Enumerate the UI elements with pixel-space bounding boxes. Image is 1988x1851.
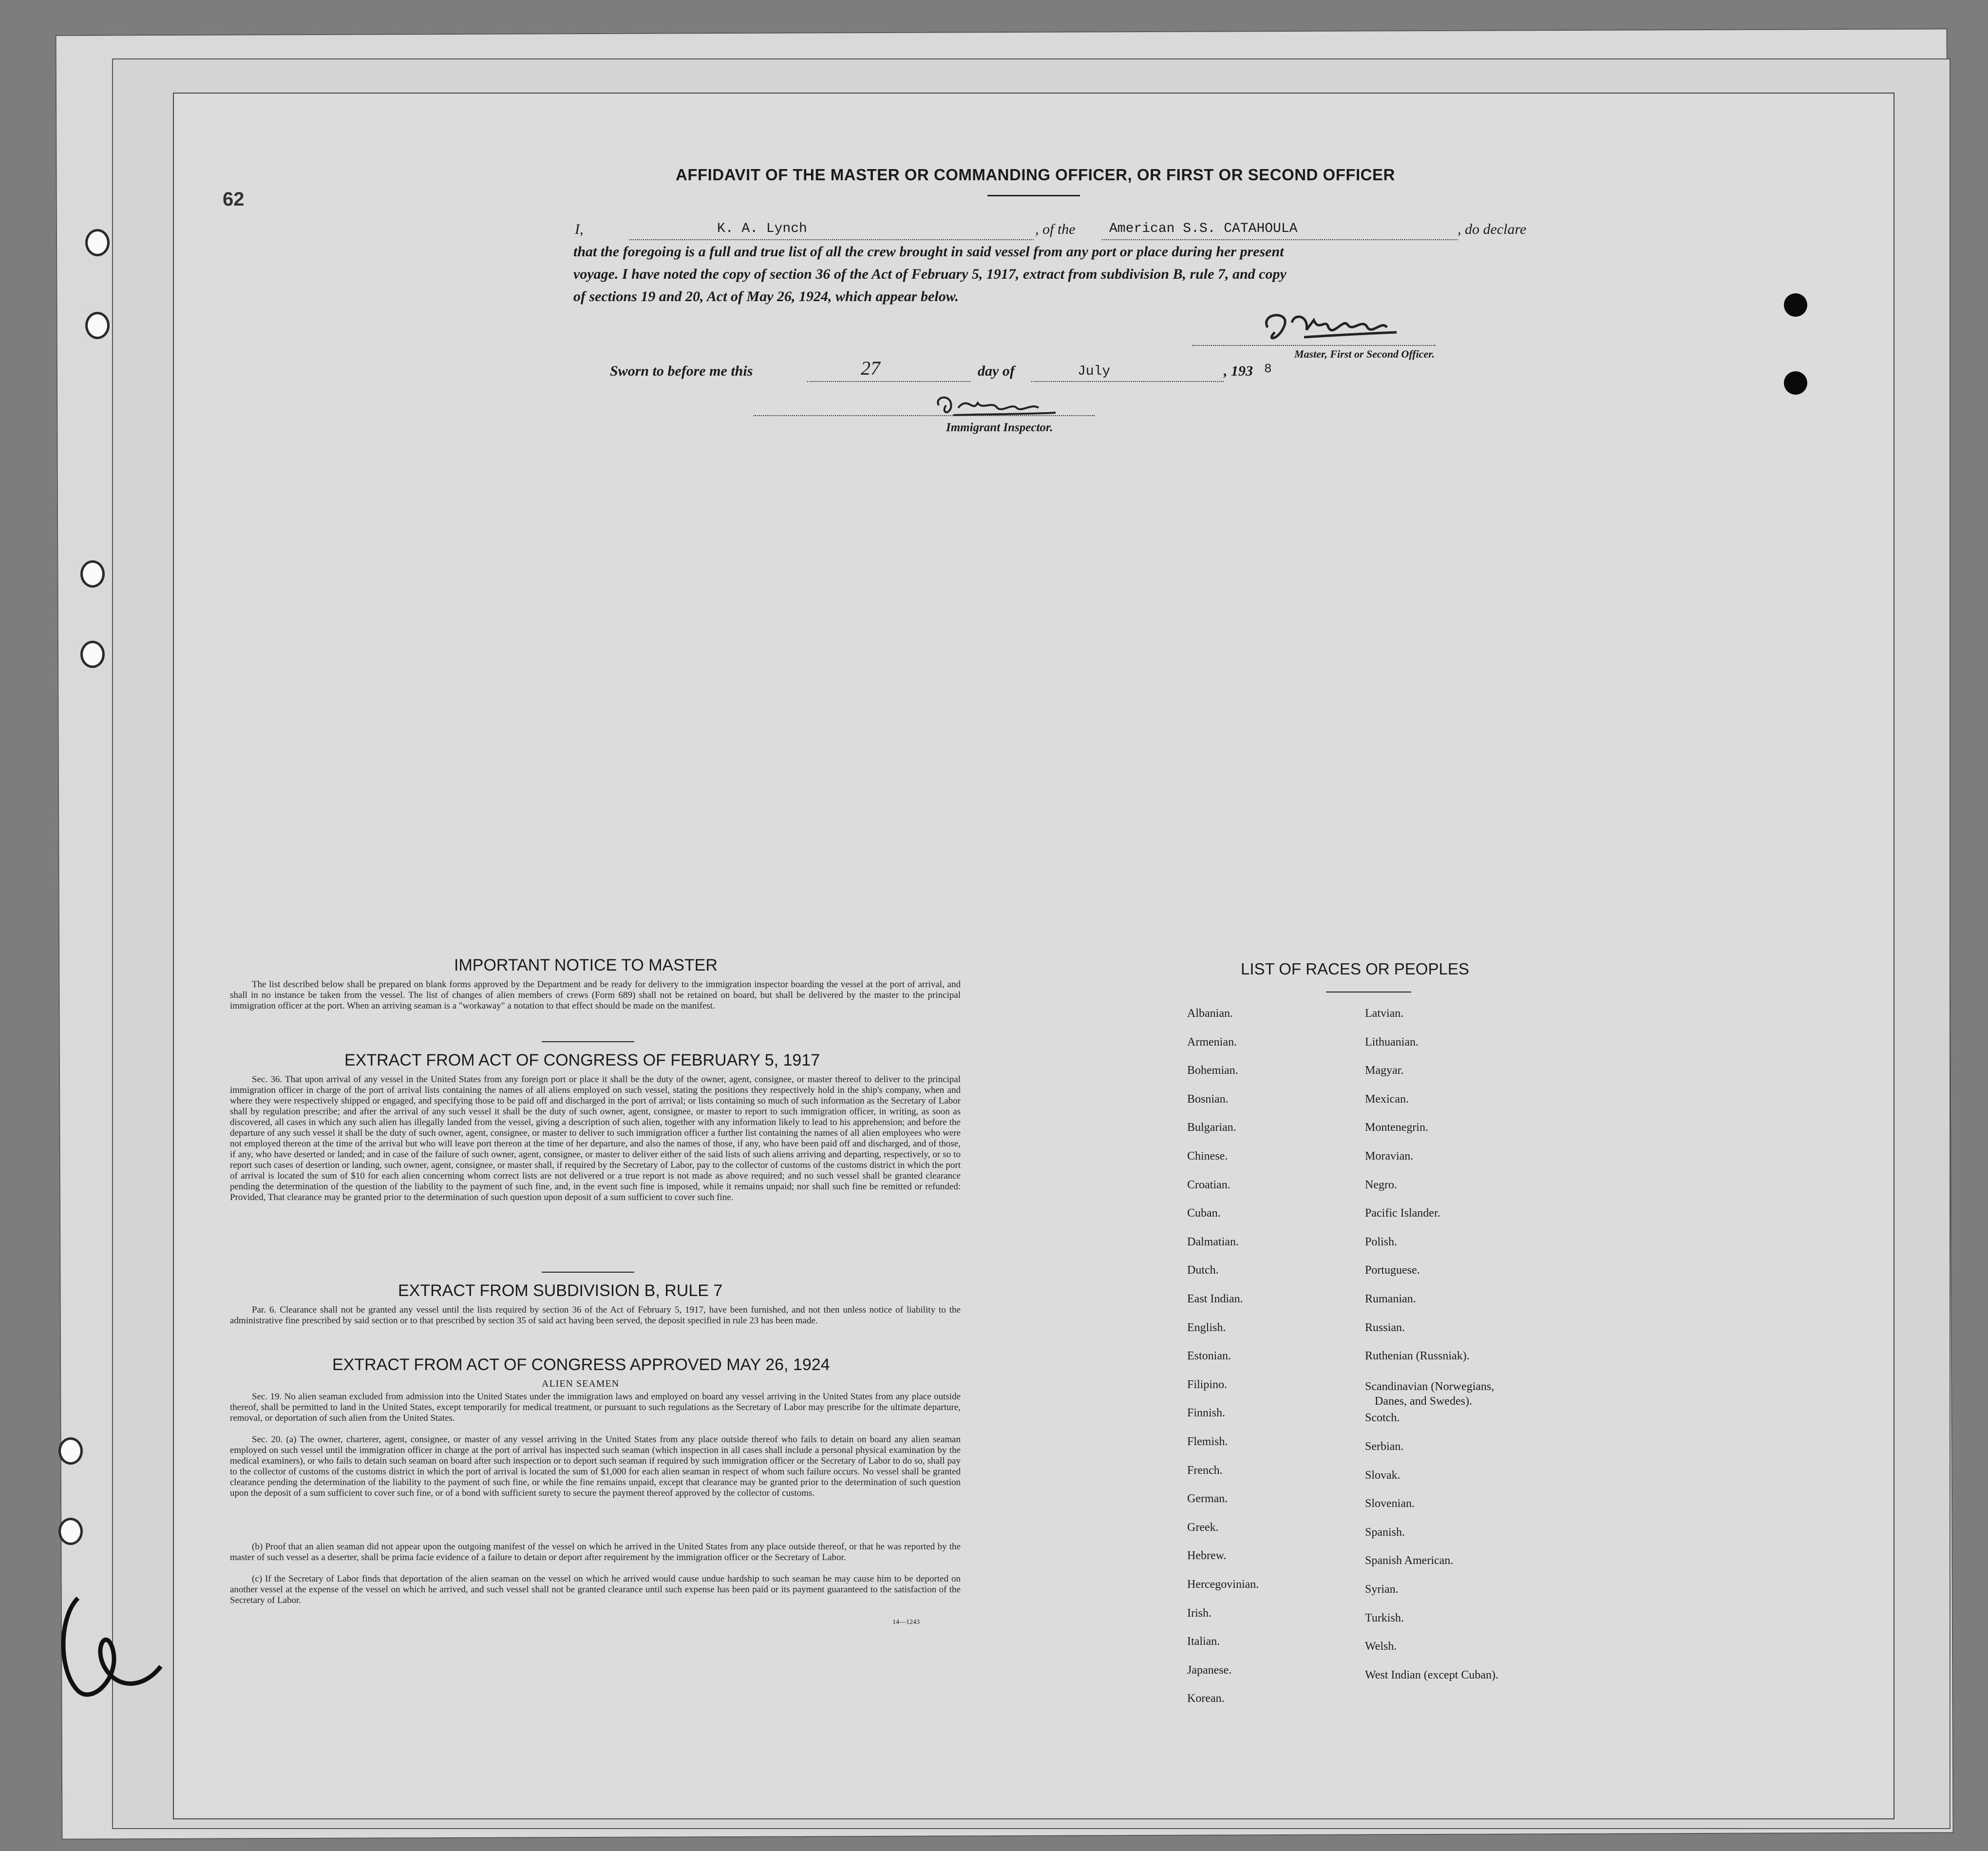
race-item: Danes, and Swedes). [1375, 1394, 1472, 1408]
race-item: Flemish. [1187, 1435, 1228, 1448]
punch-mark [1784, 293, 1807, 317]
master-name: K. A. Lynch [717, 221, 807, 236]
do-declare-label: , do declare [1458, 221, 1527, 237]
form-number: 14—1243 [892, 1619, 920, 1626]
race-item: Croatian. [1187, 1178, 1231, 1191]
race-item: Dutch. [1187, 1264, 1219, 1277]
race-item: Finnish. [1187, 1407, 1226, 1420]
extract-1924-title: EXTRACT FROM ACT OF CONGRESS APPROVED MAY 26, 1924 [332, 1355, 830, 1374]
race-item: Magyar. [1365, 1064, 1404, 1077]
race-item: Rumanian. [1365, 1293, 1416, 1305]
race-item: Armenian. [1187, 1035, 1237, 1049]
race-item: Welsh. [1365, 1640, 1397, 1653]
race-item: Serbian. [1365, 1440, 1404, 1453]
race-item: Bulgarian. [1187, 1121, 1236, 1134]
inspector-caption: Immigrant Inspector. [946, 421, 1053, 434]
sec20c-body: (c) If the Secretary of Labor finds that deportation of the alien seaman on the vessel on which he arrived would cause undue hardship to such seaman he may cause him to be deported on another vessel at the expense of the vessel on which he arrived, and such vessel shall not be granted clearance until such expense has been paid or its payment guaranteed to the satisfaction of the Secretary of Labor. [230, 1574, 961, 1605]
race-item: Mexican. [1365, 1092, 1409, 1106]
race-item: East Indian. [1187, 1293, 1243, 1305]
rule7-title: EXTRACT FROM SUBDIVISION B, RULE 7 [398, 1281, 723, 1300]
race-item: Filipino. [1187, 1378, 1228, 1391]
race-item: French. [1187, 1464, 1223, 1477]
affidavit-line-3: voyage. I have noted the copy of section 36 of the Act of February 5, 1917, extract from subdivision B, rule 7, and copy [573, 266, 1287, 282]
race-item: Bohemian. [1187, 1064, 1238, 1077]
title-rule [987, 195, 1080, 196]
affidavit-page [173, 93, 1894, 1819]
binder-hole [58, 1518, 83, 1545]
notice-title: IMPORTANT NOTICE TO MASTER [454, 956, 718, 974]
race-item: Syrian. [1365, 1583, 1399, 1596]
race-item: Turkish. [1365, 1611, 1404, 1624]
affidavit-line-4: of sections 19 and 20, Act of May 26, 1924, which appear below. [573, 288, 959, 305]
race-item: Portuguese. [1365, 1264, 1420, 1277]
race-item: Scotch. [1365, 1412, 1400, 1425]
race-item: Spanish. [1365, 1526, 1405, 1539]
race-item: Russian. [1365, 1321, 1405, 1334]
sworn-day: 27 [861, 357, 880, 379]
race-item: Dalmatian. [1187, 1235, 1239, 1248]
race-item: Greek. [1187, 1521, 1219, 1534]
i-label: I, [575, 221, 584, 237]
year-prefix: , 193 [1224, 363, 1253, 379]
race-item: Pacific Islander. [1365, 1207, 1440, 1220]
race-item: Irish. [1187, 1606, 1212, 1620]
extract-1917-title: EXTRACT FROM ACT OF CONGRESS OF FEBRUARY 5, 1917 [344, 1051, 820, 1069]
notice-body: The list described below shall be prepared on blank forms approved by the Department and be ready for delivery to the immigration inspector boarding the vessel at the port of arrival, and shall in no instance be taken from the vessel. The list of changes of alien members of crews (Form 689) shall not be retained on board, but shall be delivered by the master to the principal immigration officer at the port. When an arriving seaman is a "workaway" a notation to that effect should be made on the manifest. [230, 979, 961, 1011]
inspector-line [754, 415, 1095, 416]
race-item: Chinese. [1187, 1150, 1228, 1163]
binder-hole [58, 1437, 83, 1465]
binder-hole [80, 560, 105, 588]
race-item: English. [1187, 1321, 1226, 1334]
vessel-name: American S.S. CATAHOULA [1109, 221, 1298, 236]
sec20a-body: Sec. 20. (a) The owner, charterer, agent, consignee, or master of any vessel arriving in the United States from any place outside thereof who fails to detain on board any alien seaman employed on such vessel until the immigration officer in charge at the port of arrival has inspected such seaman (which inspection in all cases shall include a personal physical examination by the medical examiners), or who fails to detain such seaman on board after such inspection or to deport such seaman if required by such immigration officer or the Secretary of Labor to do so, shall pay to the collector of customs of the customs district in which the port of arrival is located the sum of $1,000 for each alien seaman in respect of whom such failure occurs. No vessel shall be granted clearance pending the determination of the liability to the payment of such fine, or while the fine remains unpaid, except that clearance may be granted prior to the determination of such question upon the deposit of a sum sufficient to cover such fine, or of a bond with sufficient surety to secure the payment thereof approved by the collector of customs. [230, 1434, 961, 1498]
corner-mark: 62 [223, 189, 245, 210]
inspector-signature [929, 386, 1085, 425]
race-item: West Indian (except Cuban). [1365, 1668, 1498, 1681]
race-item: Scandinavian (Norwegians, [1365, 1380, 1495, 1393]
race-item: Slovenian. [1365, 1497, 1415, 1510]
race-item: Slovak. [1365, 1469, 1401, 1482]
race-item: Lithuanian. [1365, 1035, 1419, 1049]
day-line [807, 381, 970, 382]
binder-hole [85, 229, 110, 256]
rule7-body: Par. 6. Clearance shall not be granted any vessel until the lists required by section 36 of the Act of February 5, 1917, have been furnished, and not then unless notice of liability to the administrative fine prescribed by said section or to that prescribed by section 35 of said act having been served, the deposit specified in rule 23 has been made. [230, 1305, 961, 1326]
name-line [629, 239, 1034, 240]
sworn-month: July [1078, 364, 1111, 379]
binder-hole [80, 641, 105, 668]
day-of-label: day of [978, 363, 1015, 379]
race-item: Hebrew. [1187, 1549, 1227, 1563]
race-item: German. [1187, 1492, 1228, 1506]
races-title: LIST OF RACES OR PEOPLES [1241, 960, 1469, 978]
race-item: Italian. [1187, 1635, 1220, 1648]
punch-mark [1784, 371, 1807, 395]
extract-1917-body: Sec. 36. That upon arrival of any vessel in the United States from any foreign port or place it shall be the duty of the owner, agent, consignee, or master thereof to deliver to the principal immigration officer in charge of the port of arrival lists containing the names of all aliens employed on such vessel, stating the positions they respectively hold in the ship's company, when and where they were respectively shipped or engaged, and specifying those to be paid off and discharged in the port of arrival; or lists containing so much of such information as the Secretary of Labor shall by regulation prescribe; and after the arrival of any such vessel it shall be the duty of such owner, agent, consignee, or master to report to such immigration officer, in writing, as soon as discovered, all cases in which any such alien has illegally landed from the vessel, giving a description of such alien, together with any information likely to lead to his apprehension; and before the departure of any such vessel it shall be the duty of such owner, agent, consignee, or master to deliver to such immigration officer a further list containing the names of all alien employees who were not employed thereon at the time of the arrival but who will leave port thereon at the time of her departure, and also the names of those, if any, who have been paid off and discharged, and of those, if any, who have deserted or landed; and in case of the failure of such owner, agent, consignee, or master to deliver either of the said lists of such aliens arriving and departing, respectively, or so to report such cases of desertion or landing, such owner, agent, consignee, or master shall, if required by the Secretary of Labor, pay to the collector of customs of the customs district in which the port of arrival is located the sum of $10 for each alien concerning whom correct lists are not delivered or a true report is not made as above required; and no such vessel shall be granted clearance pending the determination of the question of the liability to the payment of such fine, and, in the event such fine is imposed, while it remains unpaid; nor shall such fine be remitted or refunded: Provided, That clearance may be granted prior to the determination of such question upon deposit of a sum sufficient to cover such fine. [230, 1074, 961, 1202]
sec19-body: Sec. 19. No alien seaman excluded from admission into the United States under the immigration laws and employed on board any vessel arriving in the United States from any place outside thereof, shall be permitted to land in the United States, except temporarily for medical treatment, or pursuant to such regulations as the Secretary of Labor may prescribe for the ultimate departure, removal, or deportation of such alien from the United States. [230, 1392, 961, 1423]
race-item: Estonian. [1187, 1350, 1231, 1363]
race-item: Spanish American. [1365, 1554, 1454, 1567]
race-item: Negro. [1365, 1178, 1397, 1191]
race-item: Korean. [1187, 1692, 1225, 1705]
binder-hole [85, 312, 110, 339]
vessel-line [1102, 239, 1458, 240]
extract-1917-rule [542, 1272, 634, 1273]
race-item: Latvian. [1365, 1007, 1404, 1020]
race-item: Ruthenian (Russniak). [1365, 1350, 1470, 1363]
alien-seamen-subtitle: ALIEN SEAMEN [542, 1378, 620, 1389]
of-the-label: , of the [1035, 221, 1076, 237]
sec20b-body: (b) Proof that an alien seaman did not appear upon the outgoing manifest of the vessel on which he arrived in the United States from any place outside thereof, or that he was reported by the master of such vessel as a deserter, shall be prima facie evidence of a failure to detain or deport after requirement by the immigration officer or the Secretary of Labor. [230, 1542, 961, 1563]
handwritten-mark [49, 1588, 175, 1720]
race-item: Albanian. [1187, 1007, 1233, 1020]
race-item: Japanese. [1187, 1663, 1232, 1677]
sworn-label: Sworn to before me this [610, 363, 753, 379]
race-item: Montenegrin. [1365, 1121, 1428, 1134]
race-item: Hercegovinian. [1187, 1578, 1259, 1591]
master-caption: Master, First or Second Officer. [1294, 348, 1435, 360]
signature-line [1192, 345, 1436, 346]
month-line [1031, 381, 1224, 382]
affidavit-line-2: that the foregoing is a full and true list of all the crew brought in said vessel from any port or place during her present [573, 244, 1284, 260]
race-item: Polish. [1365, 1235, 1398, 1248]
notice-rule [542, 1041, 634, 1042]
race-item: Bosnian. [1187, 1092, 1229, 1106]
year-suffix: 8 [1264, 362, 1272, 376]
affidavit-title: AFFIDAVIT OF THE MASTER OR COMMANDING OFFICER, OR FIRST OR SECOND OFFICER [676, 166, 1395, 184]
race-item: Cuban. [1187, 1207, 1221, 1220]
race-item: Moravian. [1365, 1150, 1414, 1163]
